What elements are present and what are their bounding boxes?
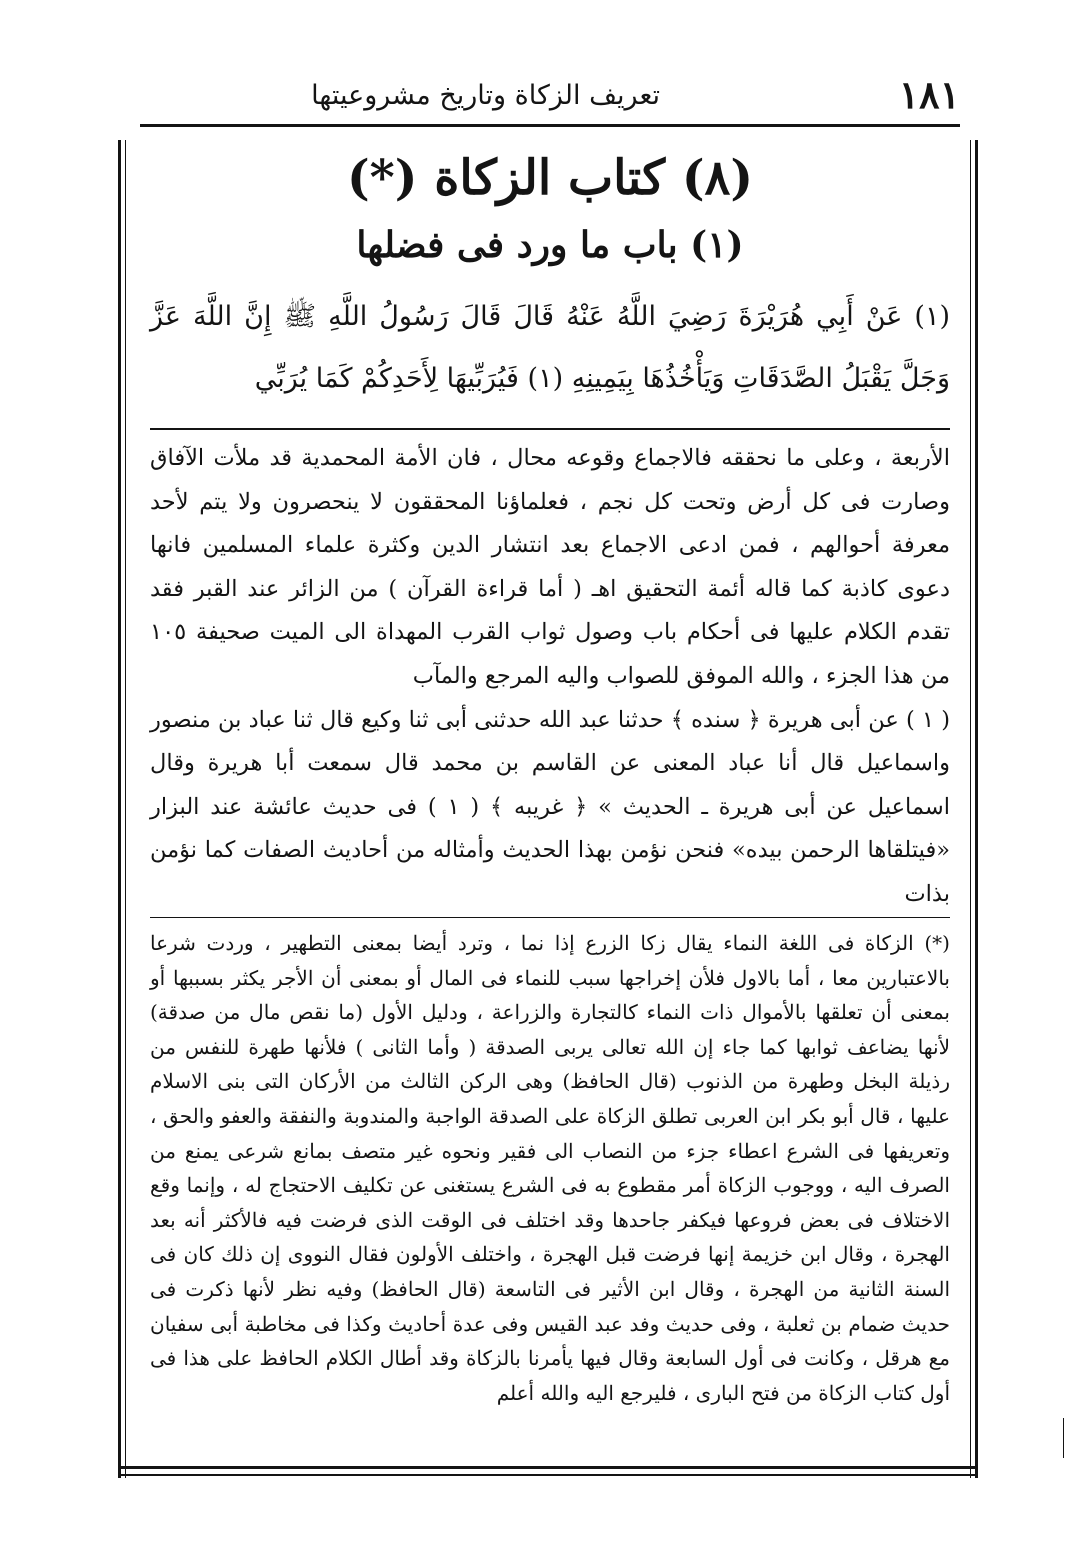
frame-border-bottom: [118, 1466, 978, 1469]
frame-border-left: [118, 140, 121, 1478]
margin-mark: [1063, 1418, 1064, 1458]
frame-border-right: [975, 140, 978, 1478]
section-divider: [150, 428, 950, 430]
footnote-divider: [150, 917, 950, 918]
commentary-paragraph: ( ١ ) عن أبى هريرة ﴿ سنده ﴾ حدثنا عبد الله حدثنى أبى ثنا وكيع قال ثنا عباد بن منصور واسماعيل قال أنا عباد المعنى عن القاسم بن محمد قال سمعت أبا هريرة وقال اسماعيل عن أبى هريرة ـ الحديث » ﴿ غريبه ﴾ ( ١ ) فى حديث عائشة عند البزار «فيتلقاها الرحمن بيده» فنحن نؤمن بهذا الحديث وأمثاله من أحاديث الصفات كما نؤمن بذات: [150, 706, 951, 907]
running-title: تعريف الزكاة وتاريخ مشروعيتها: [311, 80, 660, 111]
frame-border-left-inner: [125, 140, 126, 1478]
frame-border-bottom-inner: [118, 1474, 978, 1476]
commentary-paragraph: الأربعة ، وعلى ما نحققه فالاجماع وقوعه محال ، فان الأمة المحمدية قد ملأت الآفاق وصارت فى كل أرض وتحت كل نجم ، فعلماؤنا المحققون لا ينحصرون ولا يتم لأحد معرفة أحوالهم ، فمن ادعى الاجماع بعد انتشار الدين وكثرة علماء المسلمين فانها دعوى كاذبة كما قاله أئمة التحقيق اهـ ( أما قراءة القرآن ) من الزائر عند القبر فقد تقدم الكلام عليها فى أحكام باب وصول ثواب القرب المهداة الى الميت صحيفة ١٠٥ من هذا الجزء ، والله الموفق للصواب واليه المرجع والمآب: [150, 445, 950, 689]
header-rule: [140, 124, 960, 127]
commentary: [150, 437, 950, 917]
chapter-title: (١) باب ما ورد فى فضلها: [356, 224, 744, 266]
running-header: [140, 72, 960, 122]
book-title: (٨) كتاب الزكاة (*): [346, 150, 754, 206]
hadith-text: (١) عَنْ أَبِي هُرَيْرَةَ رَضِيَ اللَّهُ عَنْهُ قَالَ قَالَ رَسُولُ اللَّهِ ﷺ إِنَّ اللَّهَ عَزَّ وَجَلَّ يَقْبَلُ الصَّدَقَاتِ وَيَأْخُذُهَا بِيَمِينِهِ (١) فَيُرَبِّيهَا لِأَحَدِكُمْ كَمَا يُرَبِّي: [150, 301, 950, 394]
frame-border-right-inner: [970, 140, 971, 1478]
page-number: ١٨١: [898, 72, 960, 117]
footnote: (*) الزكاة فى اللغة النماء يقال زكا الزرع إذا نما ، وترد أيضا بمعنى التطهير ، وردت شرعا بالاعتبارين معا ، أما بالاول فلأن إخراجها سبب للنماء فى المال أو بمعنى أن الأجر يكثر بسببها أو بمعنى أن تعلقها بالأموال ذات النماء كالتجارة والزراعة ، ودليل الأول (ما نقص مال من صدقة) لأنها يضاعف ثوابها كما جاء إن الله تعالى يربى الصدقة ( وأما الثانى ) فلأنها طهرة للنفس من رذيلة البخل وطهرة من الذنوب (قال الحافظ) وهى الركن الثالث من الأركان التى بنى الاسلام عليها ، قال أبو بكر ابن العربى تطلق الزكاة على الصدقة الواجبة والمندوبة والنفقة والعفو والحق ، وتعريفها فى الشرع اعطاء جزء من النصاب الى فقير ونحوه غير متصف بمانع شرعى يمنع من الصرف اليه ، ووجوب الزكاة أمر مقطوع به فى الشرع يستغنى عن تكليف الاحتجاج له ، وإنما وقع الاختلاف فى بعض فروعها فيكفر جاحدها وقد اختلف فى الوقت الذى فرضت فيه فالأكثر أنه بعد الهجرة ، وقال ابن خزيمة إنها فرضت قبل الهجرة ، واختلف الأولون فقال النووى إن ذلك كان فى السنة الثانية من الهجرة ، وقال ابن الأثير فى التاسعة (قال الحافظ) وفيه نظر لأنها ذكرت فى حديث ضمام بن ثعلبة ، وفى حديث وفد عبد القيس وفى عدة أحاديث وكذا فى مخاطبة أبى سفيان مع هرقل ، وكانت فى أول السابعة وقال فيها يأمرنا بالزكاة وقد أطال الكلام الحافظ على هذا فى أول كتاب الزكاة من فتح البارى ، فليرجع اليه والله أعلم: [150, 931, 950, 1405]
